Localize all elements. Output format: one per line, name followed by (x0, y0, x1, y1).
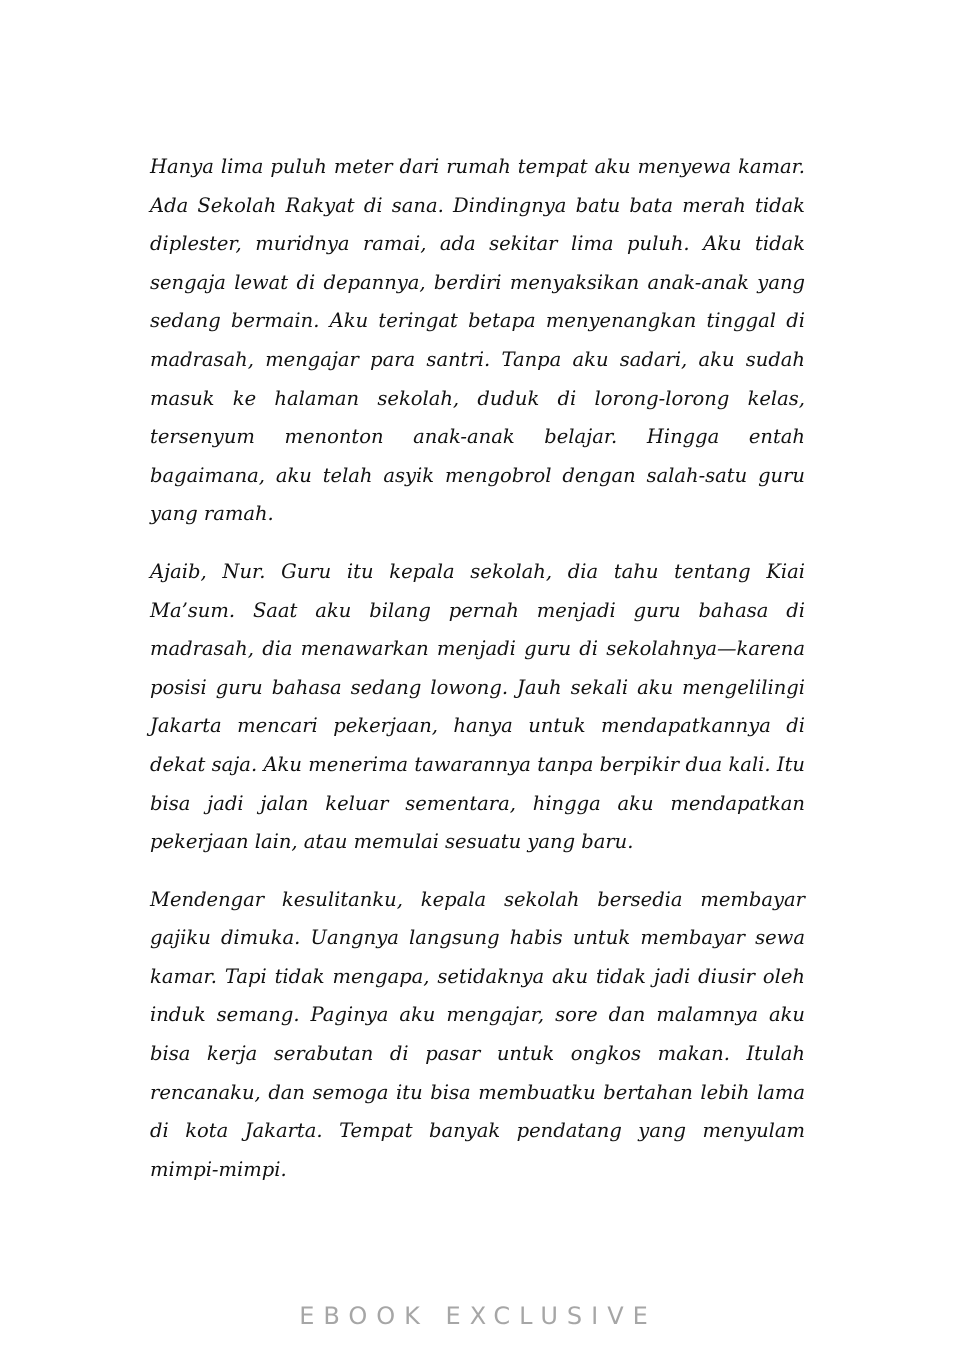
body-text (150, 148, 805, 1208)
paragraph-3: Mendengar kesulitanku, kepala sekolah bersedia membayar gajiku dimuka. Uangnya langsung habis untuk membayar sewa kamar. Tapi tidak mengapa, setidaknya aku tidak jadi diusir oleh induk semang. Paginya aku mengajar, sore dan malamnya aku bisa kerja serabutan di pasar untuk ongkos makan. Itulah rencanaku, dan semoga itu bisa membuatku bertahan lebih lama di kota Jakarta. Tempat banyak pendatang yang menyulam mimpi-mimpi. (150, 887, 805, 1181)
paragraph-1: Hanya lima puluh meter dari rumah tempat aku menyewa kamar. Ada Sekolah Rakyat di sana. Dindingnya batu bata merah tidak diplester, muridnya ramai, ada sekitar lima puluh. Aku tidak sengaja lewat di depannya, berdiri menyaksikan anak-anak yang sedang bermain. Aku teringat betapa menyenangkan tinggal di madrasah, mengajar para santri. Tanpa aku sadari, aku sudah masuk ke halaman sekolah, duduk di lorong-lorong kelas, tersenyum menonton anak-anak belajar. Hingga entah bagaimana, aku telah asyik mengobrol dengan salah-satu guru yang ramah. (150, 155, 805, 526)
ebook-exclusive-footer: EBOOK EXCLUSIVE (299, 1302, 657, 1330)
paragraph-2: Ajaib, Nur. Guru itu kepala sekolah, dia tahu tentang Kiai Ma’sum. Saat aku bilang pernah menjadi guru bahasa di madrasah, dia menawarkan menjadi guru di sekolahnya—karena posisi guru bahasa sedang lowong. Jauh sekali aku mengelilingi Jakarta mencari pekerjaan, hanya untuk mendapatkannya di dekat saja. Aku menerima tawarannya tanpa berpikir dua kali. Itu bisa jadi jalan keluar sementara, hingga aku mendapatkan pekerjaan lain, atau memulai sesuatu yang baru. (150, 559, 805, 854)
